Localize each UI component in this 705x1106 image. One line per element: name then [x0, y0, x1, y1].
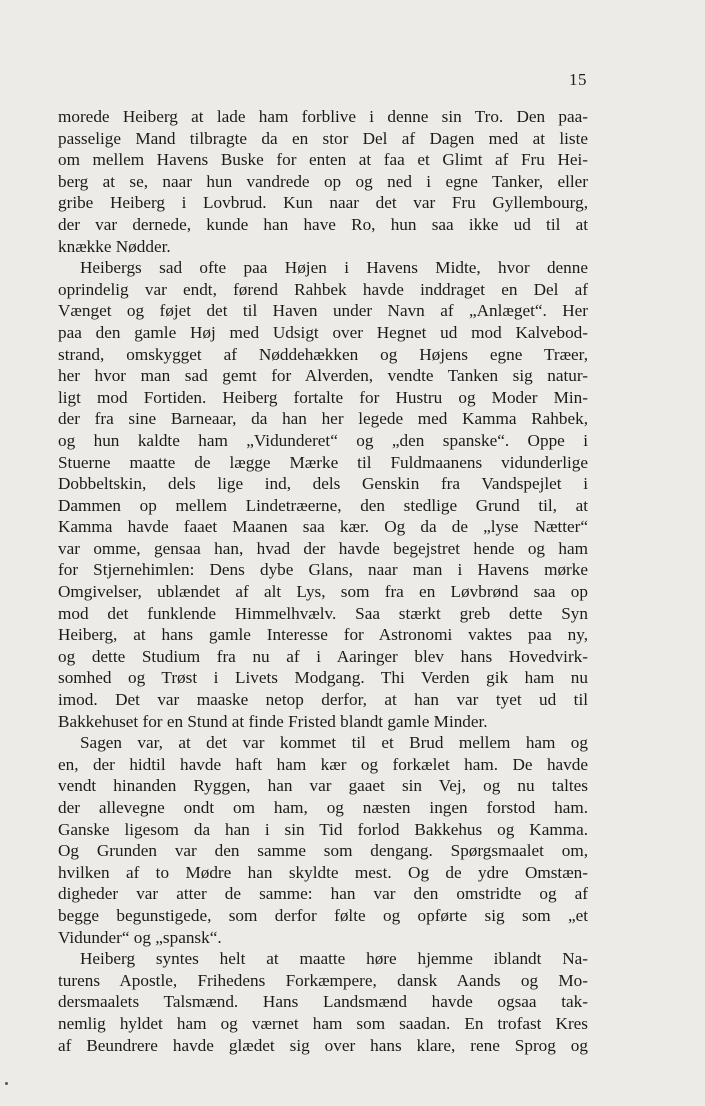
text-line: mod det funklende Himmelhvælv. Saa stærkt greb dette Syn — [58, 603, 588, 623]
text-line: Sagen var, at det var kommet til et Brud mellem ham og — [80, 733, 588, 753]
text-line: paa den gamle Høj med Udsigt over Hegnet ud mod Kalvebod- — [58, 322, 588, 342]
text-line: knække Nødder. — [58, 236, 171, 256]
text-line: Heiberg syntes helt at maatte høre hjemme iblandt Na- — [80, 949, 588, 969]
text-line: somhed og Trøst i Livets Modgang. Thi Verden gik ham nu — [58, 668, 588, 688]
text-line: Ganske ligesom da han i sin Tid forlod Bakkehus og Kamma. — [58, 819, 588, 839]
page-speck — [5, 1082, 8, 1085]
text-line: af Beundrere havde glædet sig over hans klare, rene Sprog og — [58, 1035, 588, 1055]
text-line: ligt mod Fortiden. Heiberg fortalte for Hustru og Moder Min- — [58, 387, 588, 407]
text-line: Kamma havde faaet Maanen saa kær. Og da de „lyse Nætter“ — [58, 517, 588, 537]
text-line: morede Heiberg at lade ham forblive i denne sin Tro. Den paa- — [58, 107, 588, 126]
text-line: dersmaalets Talsmænd. Hans Landsmænd havde ogsaa tak- — [58, 992, 588, 1012]
text-line: om mellem Havens Buske for enten at faa et Glimt af Fru Hei- — [58, 150, 588, 170]
text-line: var omme, gensaa han, hvad der havde begejstret hende og ham — [58, 538, 588, 558]
text-line: vendt hinanden Ryggen, han var gaaet sin Vej, og nu taltes — [58, 776, 588, 796]
text-line: Heibergs sad ofte paa Højen i Havens Midte, hvor denne — [80, 258, 588, 278]
text-line: en, der hidtil havde haft ham kær og forkælet ham. De havde — [58, 754, 588, 774]
text-line: turens Apostle, Frihedens Forkæmpere, dansk Aands og Mo- — [58, 970, 588, 990]
text-line: og dette Studium fra nu af i Aaringer blev hans Hovedvirk- — [58, 646, 588, 666]
text-line: der allevegne ondt om ham, og næsten ingen forstod ham. — [58, 798, 588, 817]
text-line: oprindelig var endt, førend Rahbek havde inddraget en Del af — [58, 279, 588, 299]
text-line: digheder var atter de samme: han var den omstridte og af — [58, 884, 588, 904]
text-line: der var dernede, kunde han have Ro, hun saa ikke ud til at — [58, 214, 588, 234]
text-line: nemlig hyldet ham og værnet ham som saadan. En trofast Kres — [58, 1013, 588, 1033]
text-line: Dammen op mellem Lindetræerne, den stedlige Grund til, at — [58, 495, 588, 515]
text-line: Dobbeltskin, dels lige ind, dels Genskin fra Vandspejlet i — [58, 474, 588, 494]
text-line: begge begunstigede, som derfor følte og opførte sig som „et — [58, 905, 588, 925]
text-line: der fra sine Barneaar, da han her legede med Kamma Rahbek, — [58, 409, 588, 429]
page-number: 15 — [569, 70, 587, 89]
text-line: Og Grunden var den samme som dengang. Spørgsmaalet om, — [58, 841, 588, 861]
text-line: her hvor man sad gemt for Alverden, vendte Tanken sig natur- — [58, 366, 588, 386]
text-line: Omgivelser, ublændet af alt Lys, som fra en Løvbrønd saa op — [58, 582, 588, 602]
text-line: Heiberg, at hans gamle Interesse for Astronomi vaktes paa ny, — [58, 625, 588, 645]
text-line: passelige Mand tilbragte da en stor Del af Dagen med at liste — [58, 128, 588, 148]
text-line: berg at se, naar hun vandrede op og ned i egne Tanker, eller — [58, 171, 588, 191]
text-line: gribe Heiberg i Lovbrud. Kun naar det var Fru Gyllembourg, — [58, 193, 588, 213]
text-line: og hun kaldte ham „Vidunderet“ og „den spanske“. Oppe i — [58, 430, 588, 450]
body-text — [58, 106, 588, 1056]
text-line: imod. Det var maaske netop derfor, at han var tyet ud til — [58, 690, 588, 710]
text-line: strand, omskygget af Nøddehækken og Højens egne Træer, — [58, 344, 588, 364]
text-line: Stuerne maatte de lægge Mærke til Fuldmaanens vidunderlige — [58, 452, 588, 472]
text-line: Bakkehuset for en Stund at finde Fristed blandt gamle Minder. — [58, 711, 488, 731]
text-line: Vænget og føjet det til Haven under Navn af „Anlæget“. Her — [58, 301, 588, 321]
text-line: for Stjernehimlen: Dens dybe Glans, naar man i Havens mørke — [58, 560, 588, 580]
text-line: Vidunder“ og „spansk“. — [58, 927, 222, 947]
text-line: hvilken af to Mødre han skyldte mest. Og de ydre Omstæn- — [58, 862, 588, 882]
